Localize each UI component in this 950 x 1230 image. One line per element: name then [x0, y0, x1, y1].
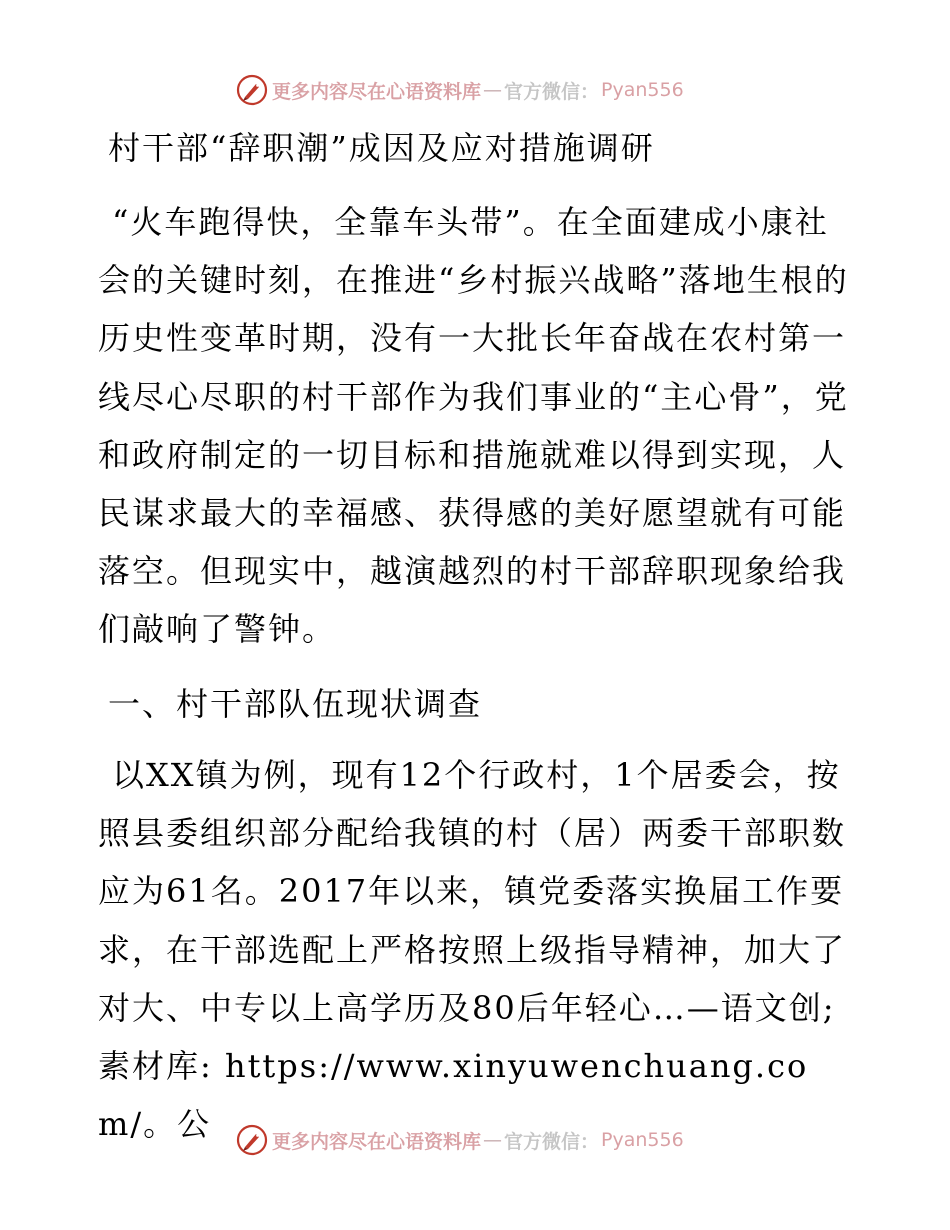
fountain-pen-icon [236, 1124, 268, 1156]
paragraph-survey: 以XX镇为例，现有12个行政村，1个居委会，按照县委组织部分配给我镇的村（居）两委干部职数应为61名。2017年以来，镇党委落实换届工作要求，在干部选配上严格按照上级指导精神，加大了对大、中专以上高学历及80后年轻心…—语文创;素材库: https://www.xinyuwenchuang.com/。公 [98, 756, 847, 1144]
watermark-text: 更多内容尽在心语资料库 [272, 80, 482, 103]
watermark-separator: — [483, 1129, 503, 1151]
watermark-wechat-id: Pyan556 [601, 79, 684, 101]
watermark-separator: — [483, 79, 503, 101]
watermark-wechat-label: 官方微信： [504, 80, 600, 103]
paragraph-intro: “火车跑得快，全靠车头带”。在全面建成小康社会的关键时刻，在推进“乡村振兴战略”落地生根的历史性变革时期，没有一大批长年奋战在农村第一线尽心尽职的村干部作为我们事业的“主心骨”，党和政府制定的一切目标和措施就难以得到实现，人民谋求最大的幸福感、获得感的美好愿望就有可能落空。但现实中，越演越烈的村干部辞职现象给我们敲响了警钟。 [98, 203, 849, 649]
watermark-text: 更多内容尽在心语资料库 [272, 1130, 482, 1153]
watermark-banner-top [236, 73, 684, 107]
watermark-wechat-id: Pyan556 [601, 1129, 684, 1151]
fountain-pen-icon [236, 74, 268, 106]
watermark-banner-bottom [236, 1123, 684, 1157]
document-title: 村干部“辞职潮”成因及应对措施调研 [108, 129, 655, 167]
section-heading-1: 一、村干部队伍现状调查 [108, 685, 483, 723]
watermark-wechat-label: 官方微信： [504, 1130, 600, 1153]
